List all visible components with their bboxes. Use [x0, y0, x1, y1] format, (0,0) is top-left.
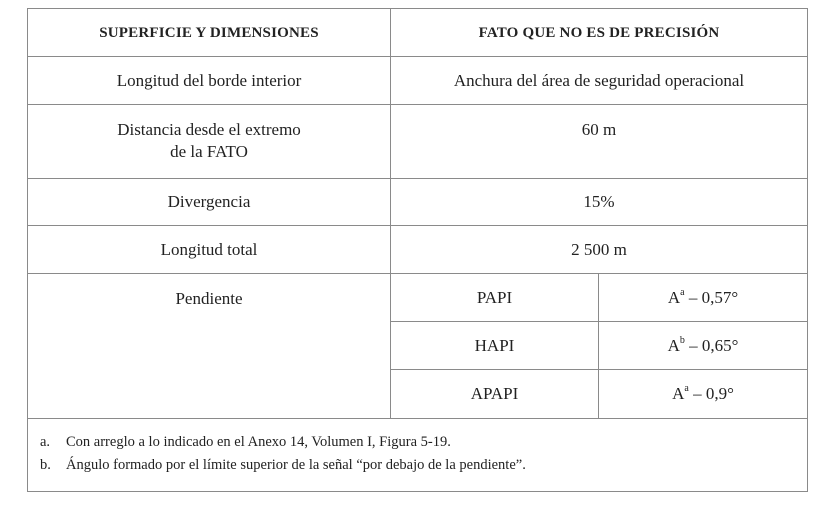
header-non-precision-fato: FATO QUE NO ES DE PRECISIÓN — [391, 9, 808, 57]
slope-prefix: A — [667, 335, 680, 355]
footnote-marker: b — [679, 334, 685, 346]
footnote-a — [40, 431, 795, 454]
row-value-inner-edge-length: Anchura del área de seguridad operacional — [391, 57, 808, 105]
slope-angle: – 0,57° — [684, 287, 739, 307]
row-value-divergence: 15% — [391, 179, 808, 226]
table-row — [28, 57, 808, 105]
table-row — [28, 179, 808, 226]
header-surface-dimensions: SUPERFICIE Y DIMENSIONES — [28, 9, 391, 57]
slope-value-apapi — [599, 370, 808, 419]
footnote-marker: a — [684, 383, 689, 395]
slope-angle: – 0,65° — [684, 335, 739, 355]
slope-prefix: A — [672, 384, 685, 403]
row-label-inner-edge-length: Longitud del borde interior — [28, 57, 391, 105]
row-value-distance-from-fato: 60 m — [391, 105, 808, 179]
row-label-slope: Pendiente — [28, 274, 391, 419]
table-row — [28, 226, 808, 274]
table-row — [28, 105, 808, 179]
footnote-mark: a. — [40, 434, 51, 450]
notes-row — [28, 419, 808, 492]
slope-value-hapi — [599, 322, 808, 370]
slope-system-papi: PAPI — [391, 274, 599, 322]
footnote-mark: b. — [40, 457, 51, 473]
footnote-text: Con arreglo a lo indicado en el Anexo 14, Volumen I, Figura 5-19. — [66, 434, 451, 450]
footnotes — [28, 419, 808, 492]
row-label-total-length: Longitud total — [28, 226, 391, 274]
dimensions-table — [27, 8, 808, 492]
footnote-marker: a — [680, 286, 685, 298]
row-label-line: Distancia desde el extremo — [117, 120, 301, 139]
slope-value-papi — [599, 274, 808, 322]
header-row — [28, 9, 808, 57]
slope-system-apapi: APAPI — [391, 370, 599, 419]
row-label-distance-from-fato — [28, 105, 391, 179]
table-row — [28, 274, 808, 322]
slope-prefix: A — [667, 287, 681, 307]
row-label-line: de la FATO — [170, 142, 248, 161]
row-label-divergence: Divergencia — [28, 179, 391, 226]
slope-angle: – 0,9° — [688, 384, 734, 403]
slope-system-hapi: HAPI — [391, 322, 599, 370]
footnote-b — [40, 454, 795, 477]
footnote-text: Ángulo formado por el límite superior de la señal “por debajo de la pendiente”. — [66, 457, 526, 473]
row-value-total-length: 2 500 m — [391, 226, 808, 274]
